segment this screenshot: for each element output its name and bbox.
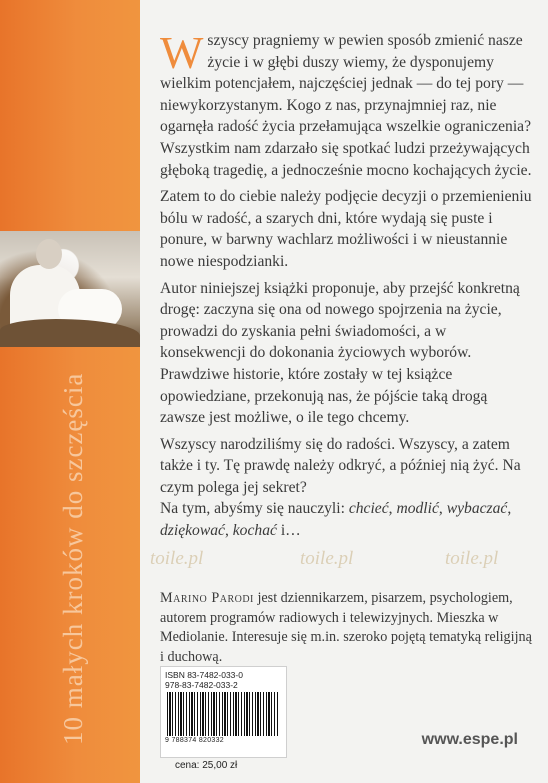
publisher-website[interactable]: www.espe.pl: [421, 731, 518, 748]
author-bio: Marino Parodi jest dziennikarzem, pisarzem, psychologiem, autorem programów radiowych i telewizyjnych. Mieszka w Mediolanie. Interesuje się m.in. szeroko pojętą tematyką religijną i duchową.: [160, 590, 532, 665]
barcode: [167, 692, 279, 736]
barcode-digits: 9 788374 820332: [165, 737, 224, 744]
orange-side-band: [0, 0, 140, 783]
author-name: Marino Parodi: [160, 590, 254, 606]
paragraph-5: Na tym, abyśmy się nauczyli: chcieć, modlić, wybaczać, dziękować, kochać i…: [160, 500, 512, 540]
watermark: toile.pl: [300, 548, 354, 569]
photo-figure-head: [36, 239, 62, 269]
paragraph-2: Zatem to do ciebie należy podjęcie decyzji o przemienieniu bólu w radość, a szarych dni, które wydają się puste i ponure, w barwny wachlarz możliwości i w nieustannie nowe niespodzianki.: [160, 188, 532, 270]
watermark: toile.pl: [150, 548, 204, 569]
paragraph-3: Autor niniejszej książki proponuje, aby przejść konkretną drogę: zaczyna się ona od nowego spojrzenia na życie, prowadzi do zyskania pełni świadomości, a w konsekwencji do dokonania życiowych wyborów. Prawdziwe historie, które zostały w tej książce opowiedziane, przekonują nas, że pójście taką drogą zawsze jest możliwe, o ile tego chcemy.: [160, 279, 520, 427]
vertical-title: 10 małych kroków do szczęścia: [58, 372, 88, 745]
word-wybaczac: wybaczać: [446, 500, 508, 518]
drop-cap: W: [160, 27, 204, 78]
isbn-barcode-box: [160, 666, 287, 758]
word-modlic: modlić: [396, 500, 439, 518]
watermark: toile.pl: [445, 548, 499, 569]
photo-rock: [0, 319, 140, 347]
isbn-10: ISBN 83-7482-033-0: [165, 670, 243, 680]
paragraph-4: Wszyscy narodziliśmy się do radości. Wszyscy, a zatem także i ty. Tę prawdę należy odkryć, a później nią żyć. Na czym polega jej sekret?: [160, 435, 521, 496]
paragraph-1: Wszyscy pragniemy w pewien sposób zmienić nasze życie i w głębi duszy wiemy, że dysponujemy wielkim potencjałem, najczęściej jednak — do tej pory — niewykorzystanym. Kogo z nas, przynajmniej raz, nie ogarnęła radość życia przełamująca wszelkie ograniczenia? Wszystkim nam zdarzało się spotkać ludzi przeżywających głęboką tragedię, a jednocześnie mocno kochających życie.: [160, 27, 532, 179]
word-dziekowac: dziękować: [160, 522, 225, 540]
isbn-13: 978-83-7482-033-2: [165, 680, 238, 690]
word-kochac: kochać: [232, 522, 277, 540]
word-chciec: chcieć: [348, 500, 389, 518]
cover-photo: [0, 231, 140, 347]
price: cena: 25,00 zł: [175, 760, 238, 771]
blurb-text: [160, 27, 532, 547]
